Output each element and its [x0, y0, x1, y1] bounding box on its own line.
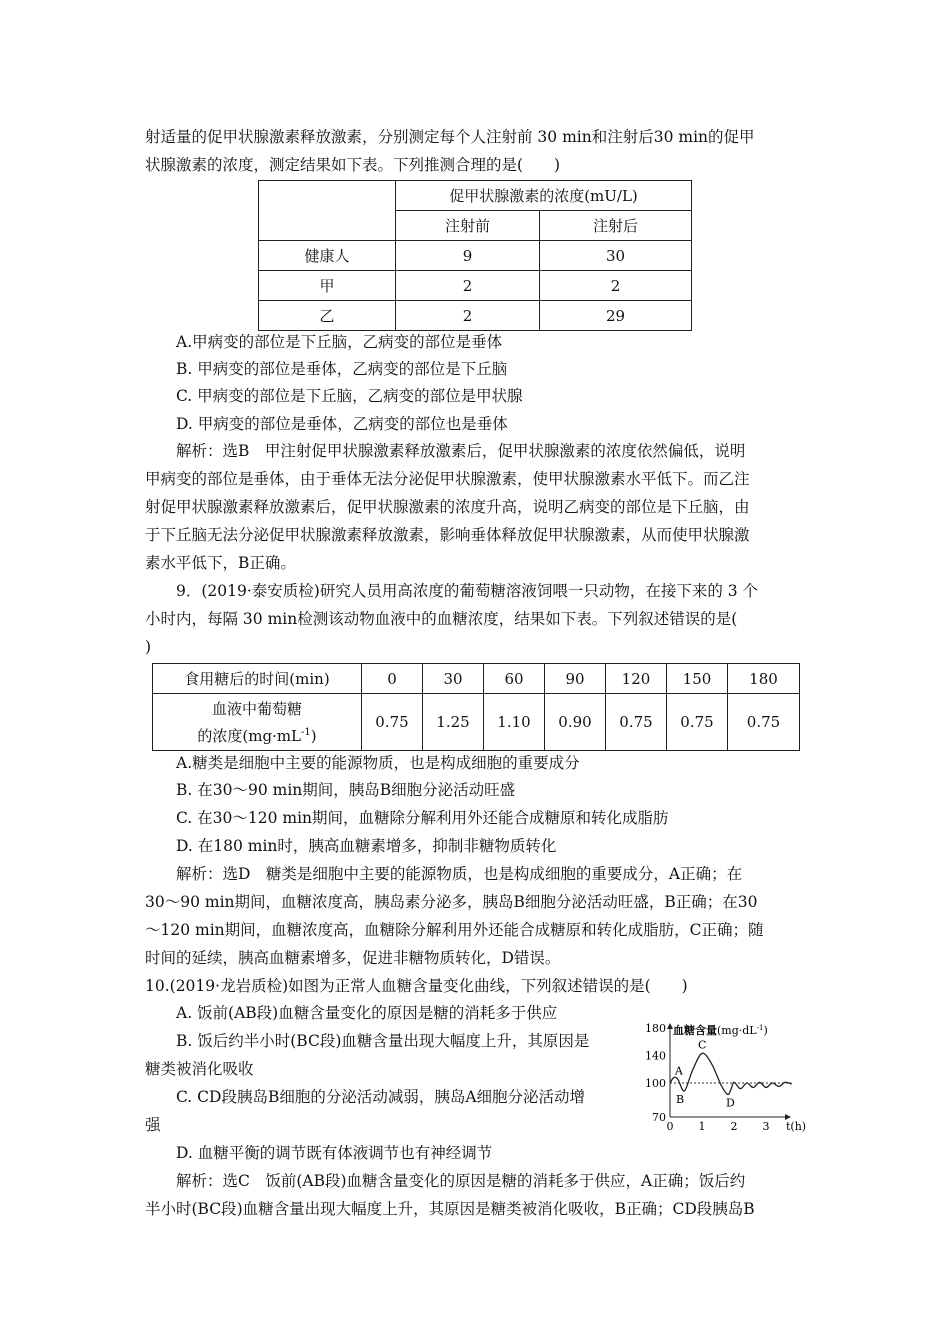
q9-time: 180: [728, 664, 800, 694]
q8-analysis-5: 素水平低下，B正确。: [145, 554, 296, 572]
blood-sugar-chart: [640, 1022, 815, 1134]
q9-analysis-4: 时间的延续，胰高血糖素增多，促进非糖物质转化，D错误。: [145, 949, 561, 967]
table-row: [153, 664, 800, 694]
q8-option-d: D. 甲病变的部位是垂体，乙病变的部位也是垂体: [176, 415, 508, 433]
y-tick-label: 70: [652, 1111, 666, 1124]
q8-option-b: B. 甲病变的部位是垂体，乙病变的部位是下丘脑: [176, 360, 508, 378]
q8-table-corner: [259, 181, 396, 241]
q9-time: 30: [423, 664, 484, 694]
q10-line-c2: 强: [145, 1116, 161, 1134]
chart-title-text: 血糖含量: [673, 1024, 717, 1037]
q8-analysis-3: 射促甲状腺激素释放激素后，促甲状腺激素的浓度升高，说明乙病变的部位是下丘脑，由: [145, 498, 750, 516]
q8-table-header: 促甲状腺激素的浓度(mU/L): [396, 181, 692, 211]
q8-analysis-2: 甲病变的部位是垂体，由于垂体无法分泌促甲状腺激素，使甲状腺激素水平低下。而乙注: [145, 470, 750, 488]
q9-value: 1.25: [423, 694, 484, 751]
q9-value: 1.10: [484, 694, 545, 751]
y-tick-label: 140: [645, 1049, 666, 1063]
q8-option-a: A.甲病变的部位是下丘脑，乙病变的部位是垂体: [176, 333, 503, 351]
q9-analysis-1: 解析：选D 糖类是细胞中主要的能源物质，也是构成细胞的重要成分，A正确；在: [176, 865, 743, 883]
q9-row2-label: [153, 694, 362, 751]
q9-value: 0.75: [606, 694, 667, 751]
q8-row-label: 健康人: [259, 241, 396, 271]
point-label-a: A: [674, 1064, 683, 1078]
q9-row1-label: 食用糖后的时间(min): [153, 664, 362, 694]
q9-table: [152, 663, 800, 751]
q9-option-b: B. 在30～90 min期间，胰岛B细胞分泌活动旺盛: [176, 781, 516, 799]
q8-cell: 2: [540, 271, 692, 301]
x-tick-label: 1: [698, 1120, 706, 1133]
q10-line-b2: 糖类被消化吸收: [145, 1060, 254, 1078]
q8-cell: 2: [396, 301, 540, 331]
x-axis-label: t(h): [786, 1120, 807, 1133]
q8-row-label: 甲: [259, 271, 396, 301]
chart-unit-sup: -1: [756, 1024, 764, 1032]
chart-title: [673, 1023, 768, 1037]
q8-cell: 9: [396, 241, 540, 271]
q9-option-c: C. 在30～120 min期间，血糖除分解利用外还能合成糖原和转化成脂肪: [176, 809, 669, 827]
q9-analysis-3: ～120 min期间，血糖浓度高，血糖除分解利用外还能合成糖原和转化成脂肪，C正确；随: [145, 921, 764, 939]
q9-analysis-2: 30～90 min期间，血糖浓度高，胰岛素分泌多，胰岛B细胞分泌活动旺盛，B正确；在30: [145, 893, 758, 911]
q9-stem-1: 9．(2019·泰安质检)研究人员用高浓度的葡萄糖溶液饲喂一只动物，在接下来的 3 个: [176, 582, 759, 600]
q8-analysis-1: 解析：选B 甲注射促甲状腺激素释放激素后，促甲状腺激素的浓度依然偏低，说明: [176, 442, 746, 460]
table-row: [259, 271, 692, 301]
q8-col-after: 注射后: [540, 211, 692, 241]
point-label-b: B: [676, 1092, 685, 1106]
q8-stem-line2: 状腺激素的浓度，测定结果如下表。下列推测合理的是( ): [145, 156, 561, 174]
q8-option-c: C. 甲病变的部位是下丘脑，乙病变的部位是甲状腺: [176, 387, 523, 405]
y-tick-label: 180: [645, 1022, 666, 1035]
blood-sugar-curve: [670, 1053, 792, 1094]
table-row: [259, 301, 692, 331]
q9-row2-label-sup: -1: [301, 726, 311, 738]
q9-value: 0.75: [728, 694, 800, 751]
q8-analysis-4: 于下丘脑无法分泌促甲状腺激素释放激素，影响垂体释放促甲状腺激素，从而使甲状腺激: [145, 526, 750, 544]
q9-value: 0.75: [362, 694, 423, 751]
q10-stem: 10.(2019·龙岩质检)如图为正常人血糖含量变化曲线，下列叙述错误的是( ): [145, 977, 688, 995]
q10-line-d: D. 血糖平衡的调节既有体液调节也有神经调节: [176, 1144, 493, 1162]
table-row: [259, 241, 692, 271]
table-row: [153, 694, 800, 751]
q9-row2-label-a: 血液中葡萄糖: [211, 699, 302, 718]
chart-unit-close: ): [763, 1024, 768, 1037]
q8-stem-line1: 射适量的促甲状腺激素释放激素，分别测定每个人注射前 30 min和注射后30 min的促甲: [145, 128, 755, 146]
x-tick-label: 0: [666, 1120, 674, 1133]
q9-row2-label-b-wrap: [153, 721, 361, 748]
q9-row2-label-b: 的浓度(mg·mL: [197, 726, 302, 745]
q9-time: 150: [667, 664, 728, 694]
q9-option-a: A.糖类是细胞中主要的能源物质，也是构成细胞的重要成分: [176, 754, 580, 772]
q8-cell: 30: [540, 241, 692, 271]
q8-col-before: 注射前: [396, 211, 540, 241]
q10-line-a: A. 饭前(AB段)血糖含量变化的原因是糖的消耗多于供应: [176, 1004, 558, 1022]
q9-value: 0.90: [545, 694, 606, 751]
q10-line-b: B. 饭后约半小时(BC段)血糖含量出现大幅度上升，其原因是: [176, 1032, 590, 1050]
q9-time: 0: [362, 664, 423, 694]
q8-table: [258, 180, 692, 331]
x-tick-label: 2: [730, 1120, 738, 1133]
x-tick-label: 3: [762, 1120, 770, 1133]
q9-time: 90: [545, 664, 606, 694]
q10-analysis-2: 半小时(BC段)血糖含量出现大幅度上升，其原因是糖类被消化吸收，B正确；CD段胰岛B: [145, 1200, 755, 1218]
point-label-c: C: [698, 1038, 707, 1052]
q9-time: 60: [484, 664, 545, 694]
q9-stem-2: 小时内，每隔 30 min检测该动物血液中的血糖浓度，结果如下表。下列叙述错误的是(: [145, 610, 738, 628]
q8-cell: 29: [540, 301, 692, 331]
q10-analysis-1: 解析：选C 饭前(AB段)血糖含量变化的原因是糖的消耗多于供应，A正确；饭后约: [176, 1172, 746, 1190]
q9-row2-label-c: ): [310, 726, 317, 745]
point-label-d: D: [726, 1096, 735, 1110]
q9-value: 0.75: [667, 694, 728, 751]
q10-line-c: C. CD段胰岛B细胞的分泌活动减弱，胰岛A细胞分泌活动增: [176, 1088, 586, 1106]
q8-row-label: 乙: [259, 301, 396, 331]
y-tick-label: 100: [645, 1077, 666, 1090]
q9-option-d: D. 在180 min时，胰高血糖素增多，抑制非糖物质转化: [176, 837, 557, 855]
q9-stem-3: ): [145, 638, 152, 656]
q8-cell: 2: [396, 271, 540, 301]
q9-time: 120: [606, 664, 667, 694]
chart-unit: (mg·dL: [717, 1024, 757, 1037]
